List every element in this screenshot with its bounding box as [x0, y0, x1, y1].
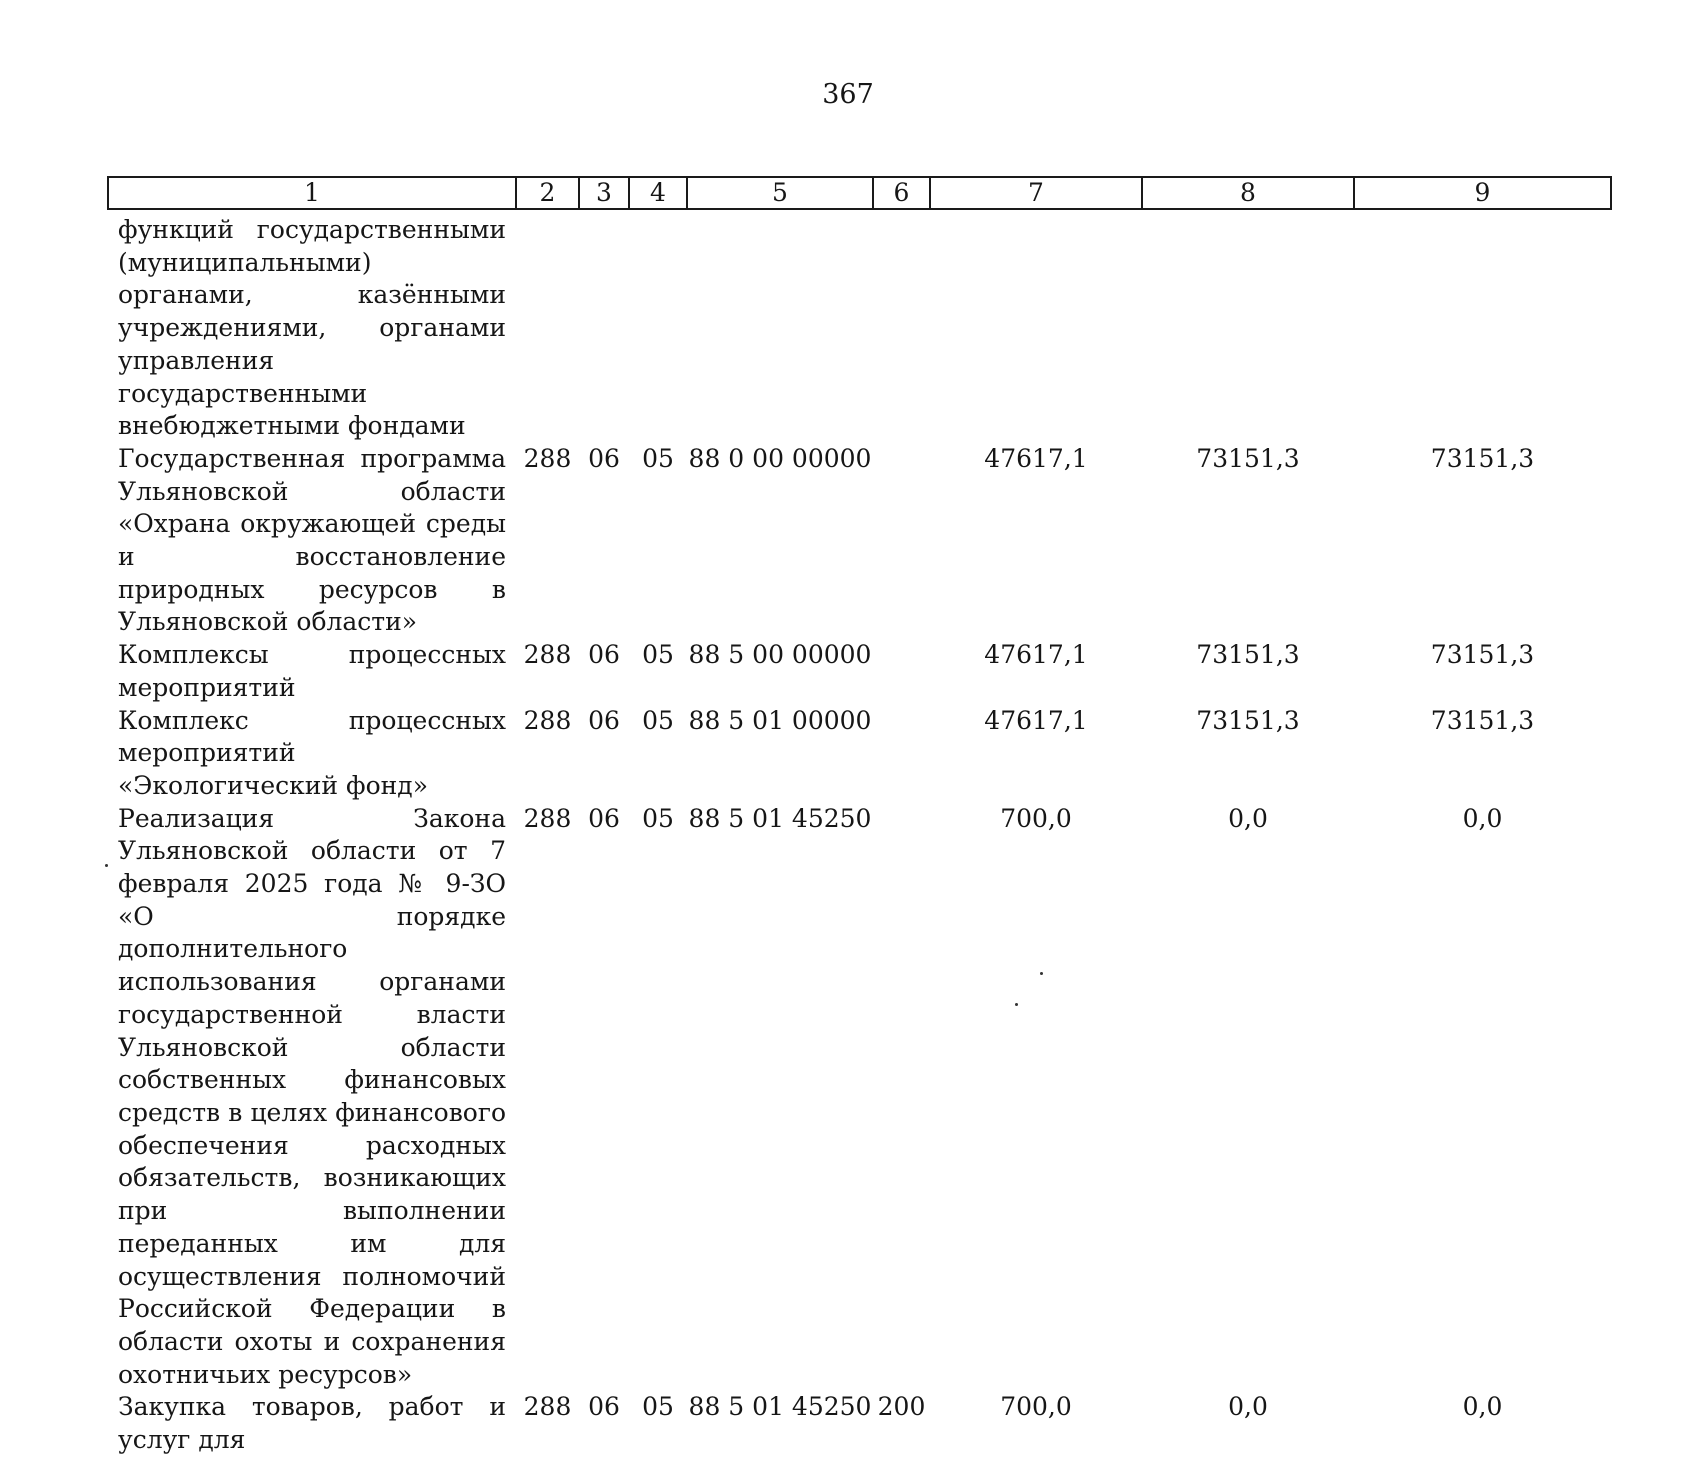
row-description: Комплексы процессных мероприятий: [118, 640, 506, 702]
row-value-8: [1142, 209, 1354, 443]
row-code-4: 05: [642, 640, 674, 670]
row-code-2: 288: [523, 705, 572, 735]
row-code-2: 288: [523, 1392, 572, 1422]
row-value-9: 0,0: [1462, 803, 1503, 833]
row-code-2: 288: [523, 443, 572, 473]
header-col-9: 9: [1354, 177, 1611, 209]
page-number: 367: [822, 79, 874, 110]
header-col-4: 4: [629, 177, 687, 209]
row-code-5: [687, 209, 873, 443]
row-code-6: [873, 705, 930, 803]
row-code-3: [579, 209, 629, 443]
row-value-7: [930, 209, 1142, 443]
row-code-5: 88 5 00 00000: [688, 640, 872, 670]
row-code-4: [629, 209, 687, 443]
header-col-3: 3: [579, 177, 629, 209]
table-row: [108, 803, 1611, 1392]
row-code-3: 06: [588, 640, 620, 670]
row-description: Реализация Закона Ульяновской области от 7 февраля 2025 года № 9-ЗО «О порядке дополнительного использования органами государственной власти Ульяновской области собственных финансовых средств в целях финансового обеспечения расходных обязательств, возникающих при выполнении переданных им для осуществления полномочий Российской Федерации в области охоты и сохранения охотничьих ресурсов»: [118, 803, 506, 1389]
header-col-8: 8: [1142, 177, 1354, 209]
row-code-6: [873, 209, 930, 443]
row-description: Закупка товаров, работ и услуг для: [118, 1392, 506, 1455]
table-row: [108, 639, 1611, 704]
header-col-2: 2: [516, 177, 579, 209]
header-col-5: 5: [687, 177, 873, 209]
row-value-9: 73151,3: [1430, 705, 1535, 735]
row-value-9: 0,0: [1462, 1392, 1503, 1422]
row-value-8: 73151,3: [1196, 443, 1300, 473]
budget-table: [107, 176, 1612, 1457]
scan-speck: [1015, 1003, 1018, 1006]
row-value-7: 700,0: [1000, 1392, 1072, 1422]
row-code-5: 88 5 01 45250: [688, 1392, 872, 1422]
row-value-8: 0,0: [1228, 1392, 1268, 1422]
row-code-4: 05: [642, 705, 674, 735]
row-value-8: 73151,3: [1196, 640, 1300, 670]
row-code-5: 88 0 00 00000: [688, 443, 872, 473]
header-col-7: 7: [930, 177, 1142, 209]
header-col-6: 6: [873, 177, 930, 209]
row-code-6: 200: [877, 1392, 926, 1422]
scan-speck: [105, 864, 108, 867]
row-code-6: [873, 803, 930, 1392]
row-code-2: 288: [523, 803, 572, 833]
row-value-9: 73151,3: [1430, 640, 1535, 670]
scan-speck: [1040, 972, 1043, 975]
table-row: [108, 443, 1611, 639]
header-col-1: 1: [108, 177, 516, 209]
row-code-3: 06: [588, 705, 620, 735]
row-code-4: 05: [642, 1392, 674, 1422]
row-value-8: 73151,3: [1196, 705, 1300, 735]
row-code-3: 06: [588, 803, 620, 833]
row-code-4: 05: [642, 803, 674, 833]
row-value-9: [1354, 209, 1611, 443]
row-code-2: 288: [523, 640, 572, 670]
row-value-7: 47617,1: [984, 443, 1088, 473]
row-code-5: 88 5 01 00000: [688, 705, 872, 735]
row-description: функций государственными (муниципальными) органами, казёнными учреждениями, органами управления государственными внебюджетными фондами: [118, 215, 506, 441]
table-row: [108, 705, 1611, 803]
row-value-7: 700,0: [1000, 803, 1072, 833]
row-description: Комплекс процессных мероприятий «Экологический фонд»: [118, 705, 506, 800]
row-code-6: [873, 443, 930, 639]
row-code-5: 88 5 01 45250: [688, 803, 872, 833]
row-code-6: [873, 639, 930, 704]
row-description: Государственная программа Ульяновской области «Охрана окружающей среды и восстановление природных ресурсов в Ульяновской области»: [118, 443, 506, 637]
row-value-9: 73151,3: [1430, 443, 1535, 473]
table-row: [108, 209, 1611, 443]
row-code-4: 05: [642, 443, 674, 473]
table-row: [108, 1391, 1611, 1456]
row-code-3: 06: [588, 443, 620, 473]
header-row: [108, 177, 1611, 209]
row-value-7: 47617,1: [984, 640, 1088, 670]
row-code-2: [516, 209, 579, 443]
row-value-7: 47617,1: [984, 705, 1088, 735]
row-code-3: 06: [588, 1392, 620, 1422]
row-value-8: 0,0: [1228, 803, 1268, 833]
